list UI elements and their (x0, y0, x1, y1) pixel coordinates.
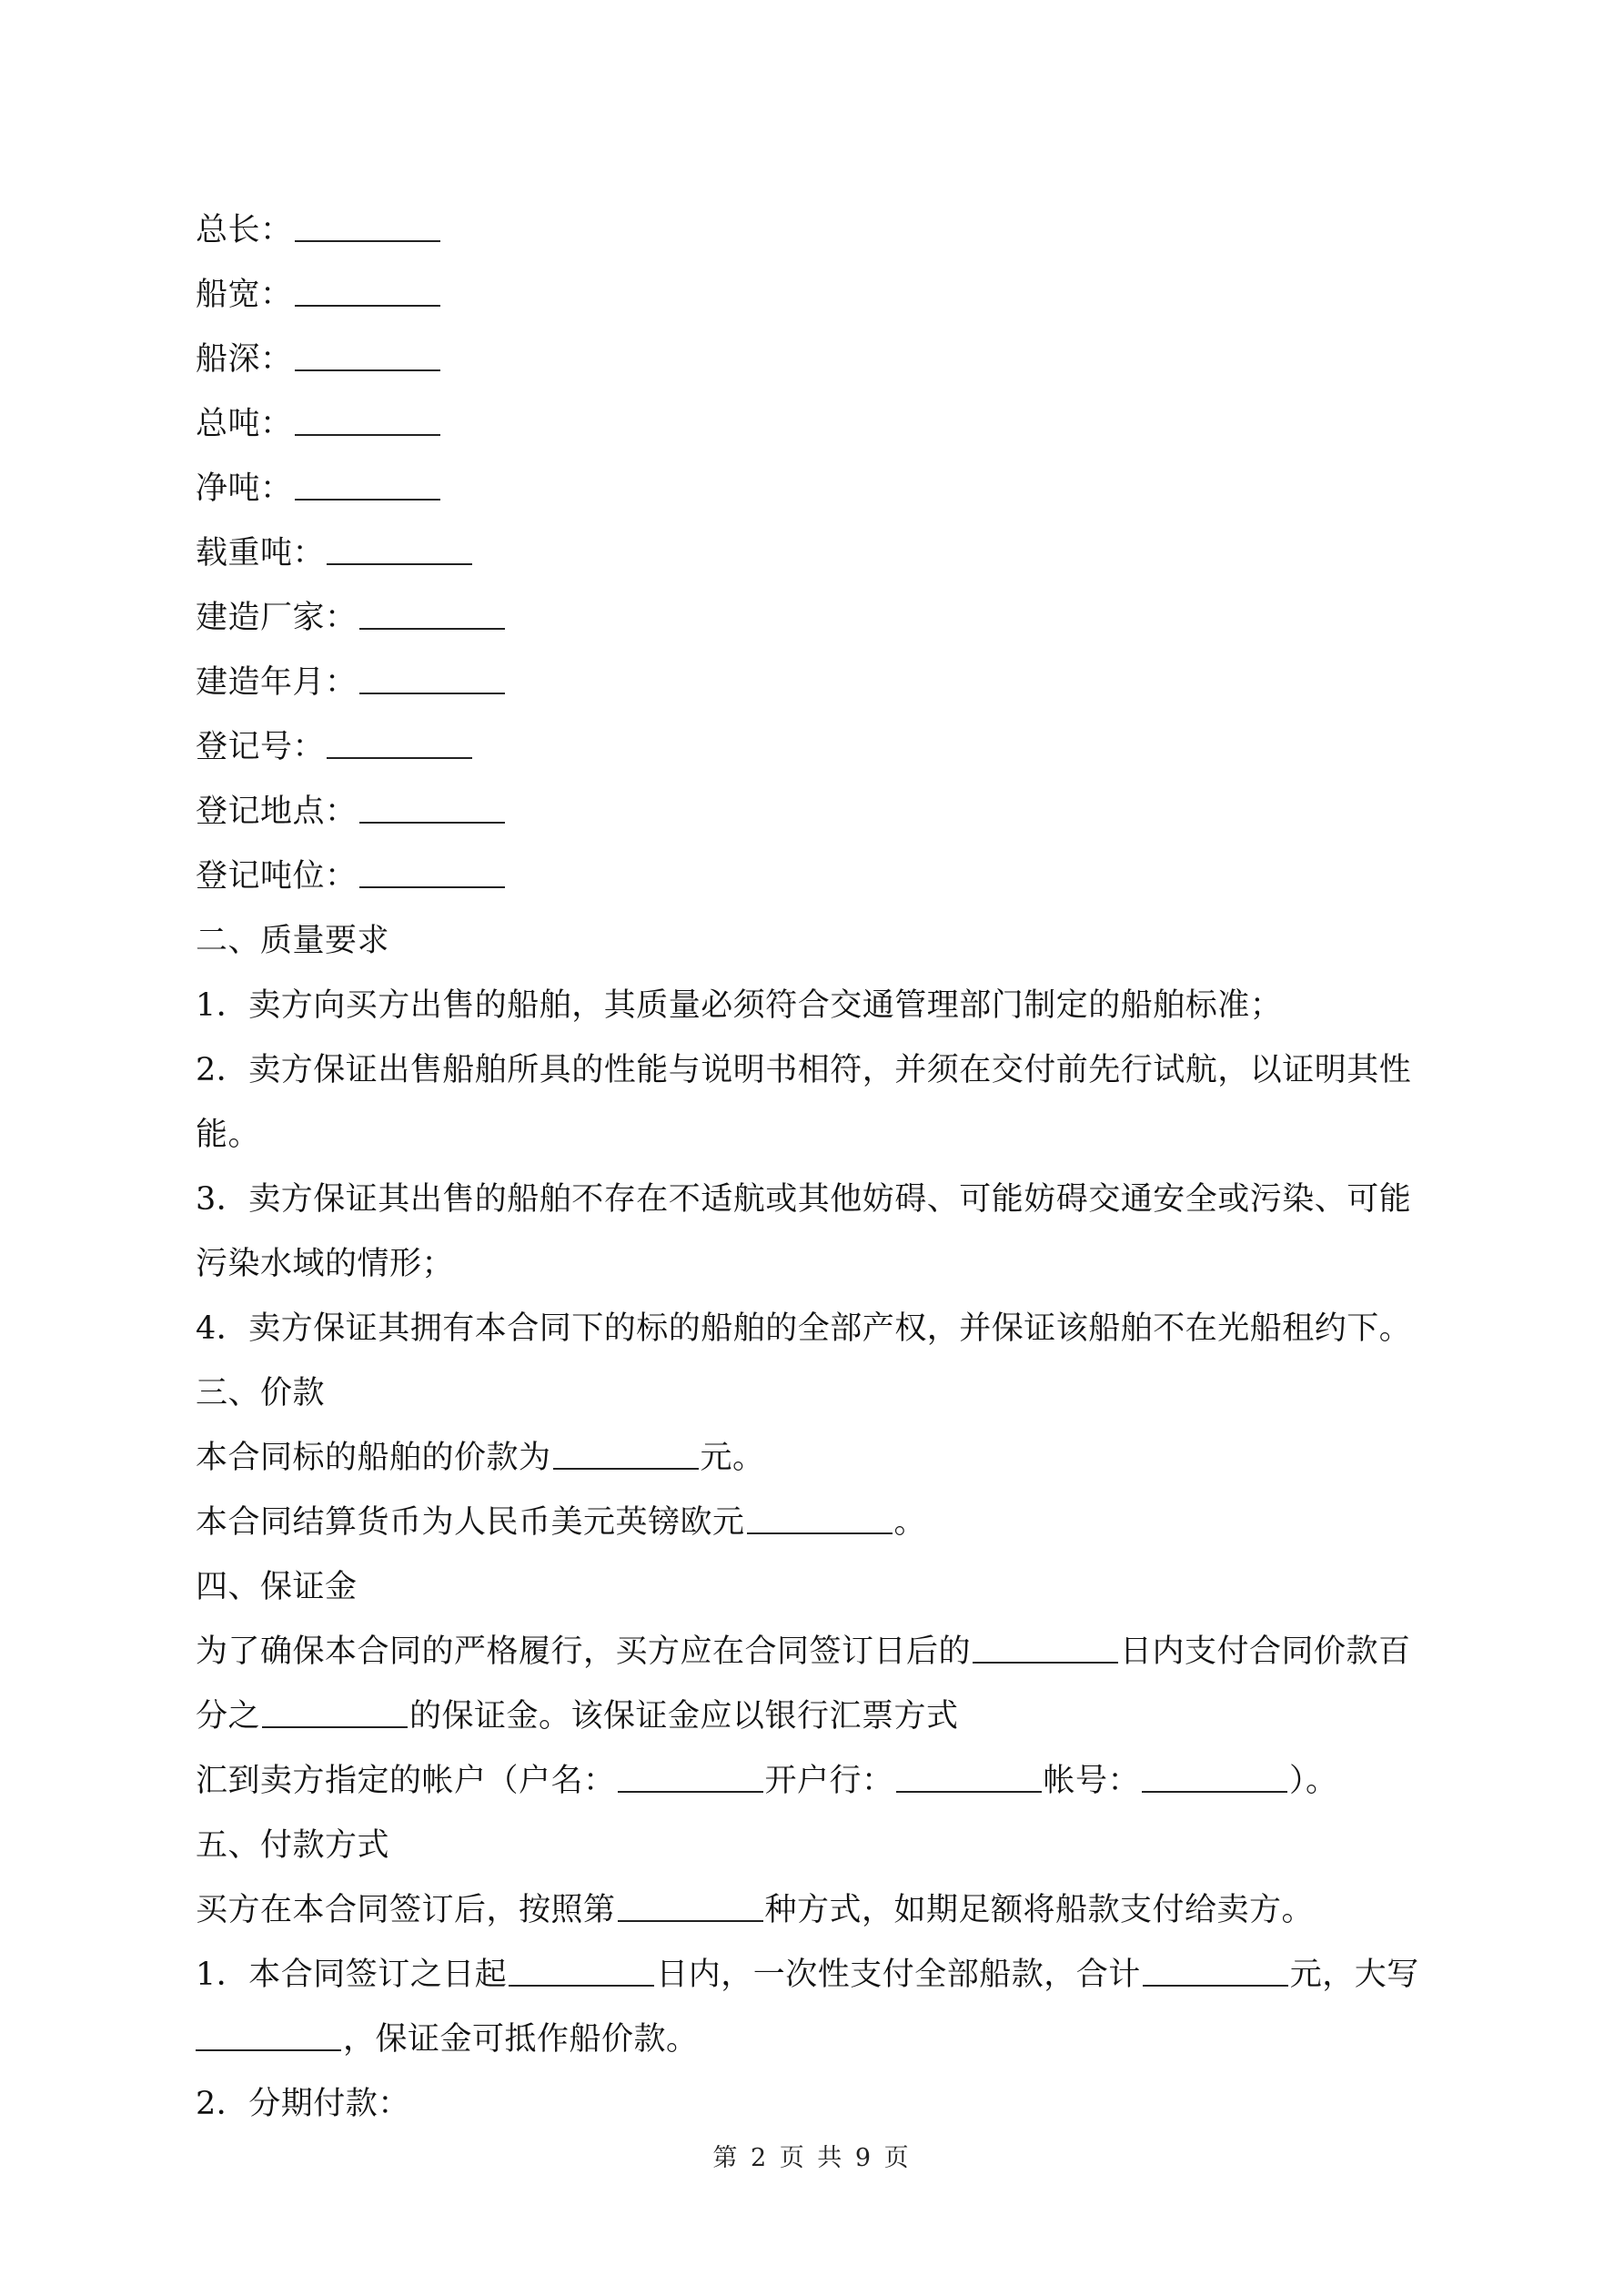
quality-item-1: 1．卖方向买方出售的船舶，其质量必须符合交通管理部门制定的船舶标准； (196, 987, 1283, 1024)
quality-item-4: 4．卖方保证其拥有本合同下的标的船舶的全部产权，并保证该船舶不在光船租约下。 (196, 1310, 1412, 1347)
fill-blank (295, 342, 440, 371)
quality-item-3: 3．卖方保证其出售的船舶不存在不适航或其他妨碍、可能妨碍交通安全或污染、可能 (196, 1181, 1412, 1218)
spec-builder (196, 586, 1442, 651)
fill-blank (553, 1441, 699, 1470)
fill-blank (196, 2022, 341, 2051)
payment-text: 元，大写 (1289, 1957, 1419, 1993)
fill-blank (295, 471, 440, 501)
section-heading-quality: 二、质量要求 (196, 923, 390, 959)
spec-depth (196, 328, 1442, 392)
fill-blank (295, 213, 440, 242)
payment-item-1 (196, 1943, 1442, 2008)
spec-label: 登记吨位： (196, 858, 358, 895)
spec-build-date (196, 651, 1442, 715)
section-heading-deposit: 四、保证金 (196, 1569, 358, 1605)
deposit-text: 汇到卖方指定的帐户（户名： (196, 1763, 616, 1799)
spec-net-tonnage (196, 457, 1442, 521)
quality-item-2: 2．卖方保证出售船舶所具的性能与说明书相符，并须在交付前先行试航，以证明其性 (196, 1052, 1412, 1088)
payment-text: 种方式，如期足额将船款支付给卖方。 (764, 1892, 1315, 1928)
fill-blank (509, 1957, 654, 1987)
deposit-line-1 (196, 1620, 1442, 1684)
currency-text: 本合同结算货币为人民币美元英镑欧元 (196, 1504, 745, 1541)
spec-deadweight (196, 521, 1442, 586)
fill-blank (896, 1764, 1042, 1793)
spec-label: 载重吨： (196, 535, 326, 571)
spec-registration-no (196, 715, 1442, 780)
deposit-line-2 (196, 1684, 1442, 1749)
fill-blank (295, 407, 440, 436)
fill-blank (1142, 1764, 1287, 1793)
spec-label: 建造年月： (196, 664, 358, 701)
spec-label: 登记号： (196, 729, 326, 765)
spec-label: 总吨： (196, 406, 293, 442)
deposit-text: 帐号： (1043, 1763, 1141, 1799)
section-heading-payment: 五、付款方式 (196, 1827, 390, 1864)
payment-text: 1．本合同签订之日起 (196, 1957, 508, 1993)
fill-blank (327, 536, 472, 565)
payment-text: 日内，一次性支付全部船款，合计 (656, 1957, 1141, 1993)
fill-blank (359, 794, 505, 824)
payment-item-1-cont (196, 2008, 1442, 2072)
payment-line-1 (196, 1878, 1442, 1943)
fill-blank (295, 278, 440, 307)
fill-blank (359, 665, 505, 694)
spec-registration-place (196, 780, 1442, 845)
fill-blank (973, 1634, 1118, 1664)
fill-blank (262, 1699, 408, 1728)
payment-item-2: 2．分期付款： (196, 2086, 410, 2122)
spec-gross-tonnage (196, 392, 1442, 457)
fill-blank (618, 1764, 763, 1793)
spec-label: 船深： (196, 341, 293, 378)
payment-text: 买方在本合同签订后，按照第 (196, 1892, 616, 1928)
page-number-footer: 第 2 页 共 9 页 (712, 2144, 912, 2172)
quality-item-2-cont: 能。 (196, 1117, 261, 1153)
deposit-line-3 (196, 1749, 1442, 1814)
price-line-2 (196, 1491, 1442, 1555)
fill-blank (359, 859, 505, 888)
spec-registered-tonnage (196, 845, 1442, 909)
spec-label: 总长： (196, 212, 293, 248)
spec-label: 船宽： (196, 277, 293, 313)
price-line-1 (196, 1426, 1442, 1491)
deposit-text: 分之 (196, 1698, 261, 1735)
fill-blank (359, 601, 505, 630)
deposit-text: 日内支付合同价款百 (1120, 1633, 1411, 1670)
fill-blank (327, 730, 472, 759)
deposit-text: ）。 (1289, 1763, 1338, 1799)
fill-blank (1143, 1957, 1288, 1987)
quality-item-3-cont: 污染水域的情形； (196, 1246, 455, 1282)
currency-text: 。 (893, 1504, 927, 1541)
spec-beam (196, 263, 1442, 328)
fill-blank (747, 1505, 893, 1534)
spec-total-length (196, 198, 1442, 263)
deposit-text: 的保证金。该保证金应以银行汇票方式 (409, 1698, 959, 1735)
spec-label: 建造厂家： (196, 600, 358, 636)
price-text: 元。 (700, 1440, 765, 1476)
price-text: 本合同标的船舶的价款为 (196, 1440, 551, 1476)
spec-label: 登记地点： (196, 794, 358, 830)
spec-label: 净吨： (196, 470, 293, 507)
fill-blank (618, 1893, 763, 1922)
payment-text: ，保证金可抵作船价款。 (343, 2021, 699, 2058)
section-heading-price: 三、价款 (196, 1375, 326, 1411)
deposit-text: 开户行： (764, 1763, 894, 1799)
deposit-text: 为了确保本合同的严格履行，买方应在合同签订日后的 (196, 1633, 972, 1670)
document-body (196, 198, 1442, 2137)
